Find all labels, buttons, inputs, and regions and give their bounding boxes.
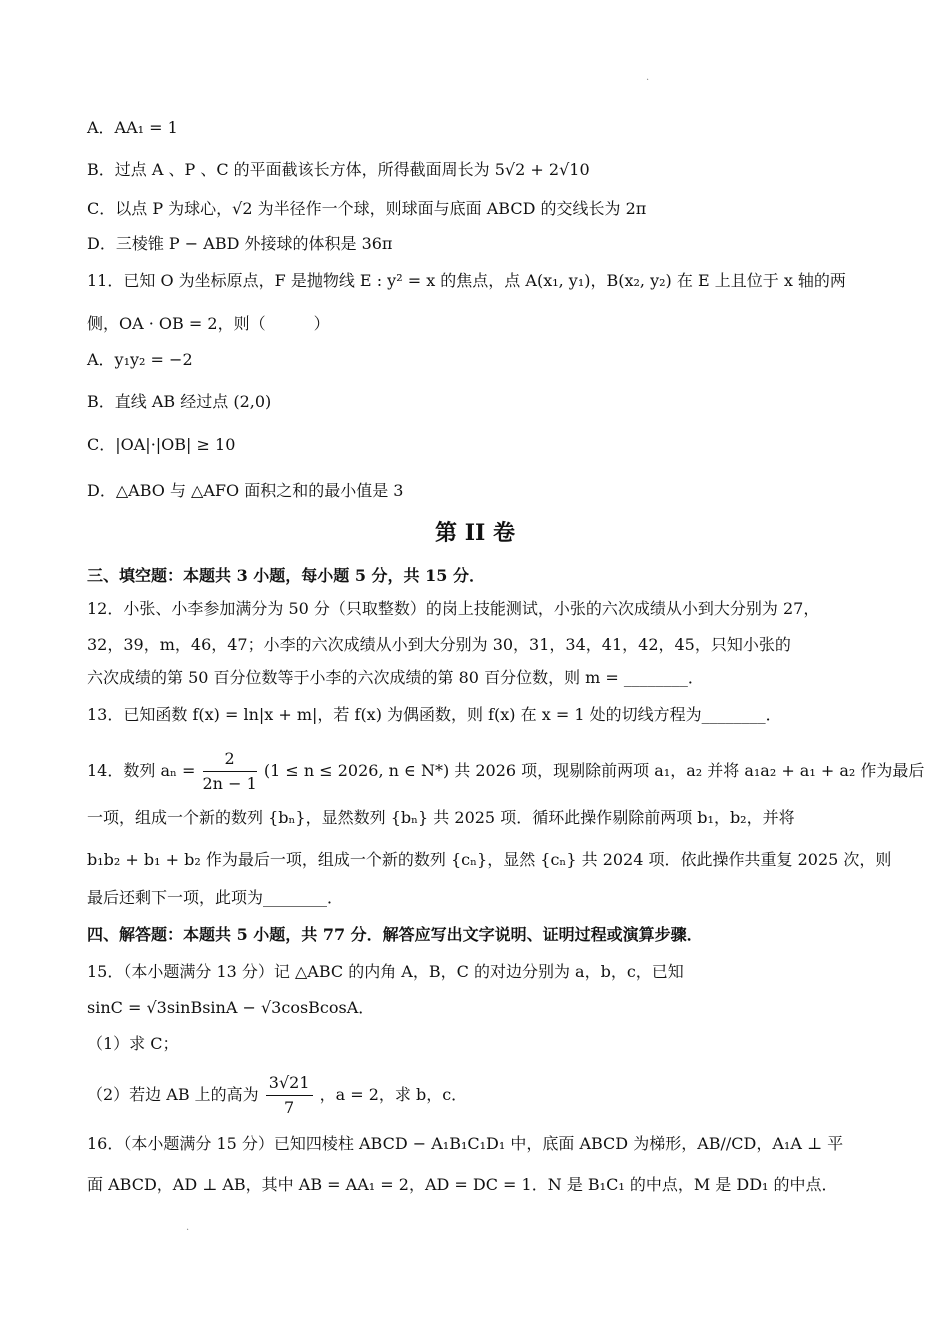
line-q11C: C．|OA|·|OB| ≥ 10 <box>87 435 236 454</box>
line-q13: 13．已知函数 f(x) = ln|x + m|，若 f(x) 为偶函数，则 f(x) 在 x = 1 处的切线方程为________． <box>87 705 782 724</box>
line-q16a: 16．（本小题满分 15 分）已知四棱柱 ABCD − A₁B₁C₁D₁ 中，底面 ABCD 为梯形，AB//CD，A₁A ⊥ 平 <box>87 1134 844 1153</box>
q15-2-frac-num: 3√21 <box>266 1071 313 1096</box>
q15-2-frac-den: 7 <box>284 1098 295 1117</box>
scan-dot: . <box>646 72 650 83</box>
line-q14a <box>87 746 925 796</box>
line-q10c: C．以点 P 为球心，√2 为半径作一个球，则球面与底面 ABCD 的交线长为 2π <box>87 199 647 218</box>
line-q11A: A．y₁y₂ = −2 <box>87 350 193 369</box>
line-q11D: D．△ABO 与 △AFO 面积之和的最小值是 3 <box>87 481 404 500</box>
q15-2-suffix: ，a = 2，求 b，c． <box>319 1085 468 1104</box>
line-q15a: 15．（本小题满分 13 分）记 △ABC 的内角 A，B，C 的对边分别为 a，b，c，已知 <box>87 962 684 981</box>
q14-suffix: (1 ≤ n ≤ 2026, n ∈ N*) 共 2026 项，现剔除前两项 a₁，a₂ 并将 a₁a₂ + a₁ + a₂ 作为最后 <box>263 761 925 780</box>
q14-fraction <box>203 747 257 796</box>
q15-2-fraction <box>266 1071 313 1120</box>
line-q11b: 侧，OA · OB = 2，则（ ） <box>87 314 330 333</box>
section-heading: 第 II 卷 <box>435 520 515 546</box>
line-q15c: （1）求 C； <box>87 1034 179 1053</box>
q14-prefix: 14．数列 aₙ = <box>87 761 196 780</box>
line-q16b: 面 ABCD，AD ⊥ AB，其中 AB = AA₁ = 2，AD = DC = 1．N 是 B₁C₁ 的中点，M 是 DD₁ 的中点． <box>87 1175 838 1194</box>
section-3-title: 三、填空题：本题共 3 小题，每小题 5 分，共 15 分． <box>87 566 485 585</box>
q15-2-prefix: （2）若边 AB 上的高为 <box>87 1085 259 1104</box>
line-q15b: sinC = √3sinBsinA − √3cosBcosA． <box>87 998 375 1017</box>
scan-dot-bottom: . <box>186 1222 190 1233</box>
line-q12a: 12．小张、小李参加满分为 50 分（只取整数）的岗上技能测试，小张的六次成绩从小到大分别为 27， <box>87 599 820 618</box>
line-q14b: 一项，组成一个新的数列 {bₙ}，显然数列 {bₙ} 共 2025 项．循环此操作剔除前两项 b₁，b₂，并将 <box>87 808 795 827</box>
line-q11: 11．已知 O 为坐标原点，F 是抛物线 E : y² = x 的焦点，点 A(x₁, y₁)，B(x₂, y₂) 在 E 上且位于 x 轴的两 <box>87 271 846 290</box>
line-q10d: D．三棱锥 P − ABD 外接球的体积是 36π <box>87 234 393 253</box>
line-q14d: 最后还剩下一项，此项为________． <box>87 888 344 907</box>
q14-frac-den: 2n − 1 <box>202 774 257 793</box>
q14-frac-num: 2 <box>203 747 257 772</box>
line-q14c: b₁b₂ + b₁ + b₂ 作为最后一项，组成一个新的数列 {cₙ}，显然 {cₙ} 共 2024 项．依此操作共重复 2025 次，则 <box>87 850 892 869</box>
section-4-title: 四、解答题：本题共 5 小题，共 77 分．解答应写出文字说明、证明过程或演算步骤． <box>87 925 703 944</box>
line-q15-2 <box>87 1070 890 1120</box>
line-q12c: 六次成绩的第 50 百分位数等于小李的六次成绩的第 80 百分位数，则 m = ________． <box>87 668 704 687</box>
line-q10b: B．过点 A 、P 、C 的平面截该长方体，所得截面周长为 5√2 + 2√10 <box>87 160 590 179</box>
line-q11B: B．直线 AB 经过点 (2,0) <box>87 392 272 411</box>
line-q10a: A．AA₁ = 1 <box>87 118 178 137</box>
line-q12b: 32，39，m，46，47；小李的六次成绩从小到大分别为 30，31，34，41，42，45，只知小张的 <box>87 635 791 654</box>
